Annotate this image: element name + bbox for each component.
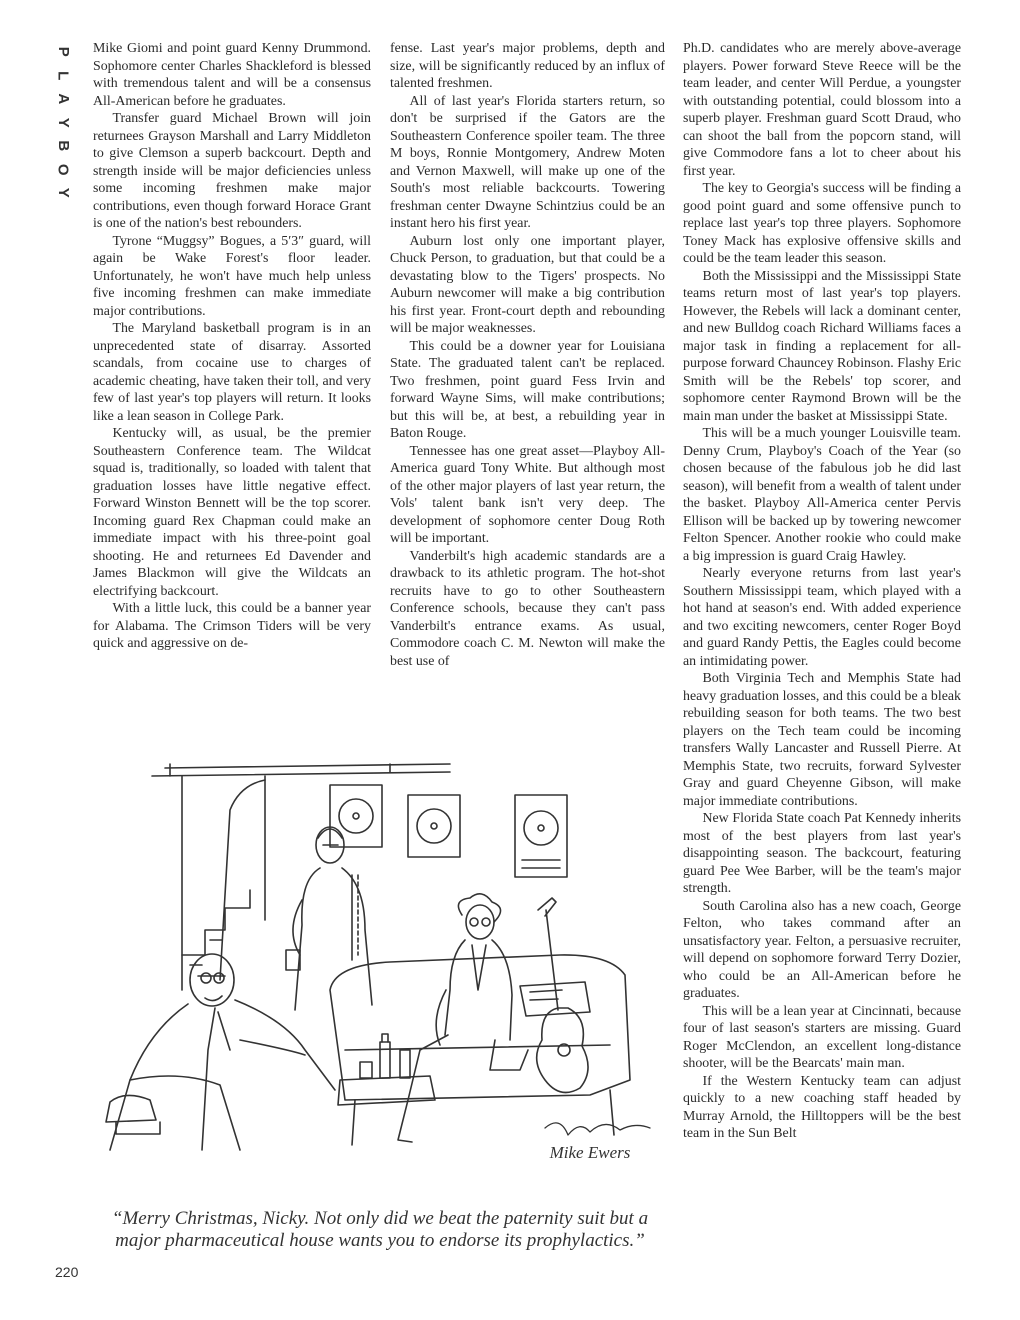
masthead-letter: P [54, 46, 72, 57]
article-paragraph: Auburn lost only one important player, Chuck Person, to graduation, but that could be a devastating blow to the Tigers' prospects. No Auburn newcomer will make a big contribution his first year. Front-court depth and rebounding will be major weaknesses. [390, 233, 665, 336]
article-paragraph: Mike Giomi and point guard Kenny Drummond. Sophomore center Charles Shackleford is blessed with tremendous talent and will be a consensus All-American before he graduates. [93, 41, 371, 109]
article-paragraph: Tyrone “Muggsy” Bogues, a 5′3″ guard, will again be Wake Forest's floor leader. Unfortunately, he won't have much help unless five incoming freshmen can make immediate major contributions. [93, 233, 371, 319]
article-paragraph: South Carolina also has a new coach, George Felton, who takes command after an unsatisfactory year. Felton, a persuasive recruiter, will depend on sophomore forward Terry Dozier, who could be an All-American before he graduates. [683, 898, 961, 1001]
article-paragraph: Ph.D. candidates who are merely above-average players. Power forward Steve Reece will be the team leader, and center Will Perdue, a youngster with outstanding potential, could blossom into a superb player. Freshman guard Scott Draud, who can shoot the ball from the popcorn stand, will give Commodore fans a lot to cheer about his first year. [683, 41, 961, 179]
article-paragraph: Tennessee has one great asset—Playboy All-America guard Tony White. But although most of the other major players of last year return, the Vols' talent bank isn't very deep. The development of sophomore center Doug Roth will be important. [390, 443, 665, 546]
article-paragraph: With a little luck, this could be a banner year for Alabama. The Crimson Tiders will be very quick and aggressive on de- [93, 601, 371, 651]
article-column-2 [390, 40, 665, 670]
article-column-3 [683, 40, 961, 1143]
cartoon-illustration [90, 750, 670, 1165]
article-paragraph: Nearly everyone returns from last year's Southern Mississippi team, which played with a hot hand at season's end. With added experience and two exciting newcomers, center Roger Boyd and guard Randy Pettis, the Eagles could become an intimidating power. [683, 566, 961, 669]
article-paragraph: This will be a lean year at Cincinnati, because four of last season's starters are missing. Guard Roger McClendon, an excellent long-distance shooter, will be the Bearcats' main man. [683, 1003, 961, 1071]
article-paragraph: The Maryland basketball program is in an unprecedented state of disarray. Assorted scandals, from cocaine use to charges of academic cheating, have taken their toll, and very few of last year's top players will return. It looks like a lean season in College Park. [93, 321, 371, 424]
masthead-letter: L [54, 70, 72, 80]
article-paragraph: This could be a downer year for Louisiana State. The graduated talent can't be replaced. Two freshmen, point guard Fess Irvin and forward Wayne Sims, will make contributions; but this will be, at best, a rebuilding year in Baton Rouge. [390, 338, 665, 441]
playboy-masthead [52, 40, 74, 205]
article-paragraph: Both the Mississippi and the Mississippi State teams return most of last year's top players. However, the Rebels will lack a dominant center, and new Bulldog coach Richard Williams faces a major task in finding a replacement for all-purpose forward Chauncey Robinson. Flashy Eric Smith will be the Rebels' top scorer, and sophomore center Raymond Brown will be the main man under the basket at Mississippi State. [683, 268, 961, 424]
article-paragraph: New Florida State coach Pat Kennedy inherits most of the best players from last year's disappointing season. The backcourt, featuring guard Pee Wee Barber, will be the team's major strength. [683, 811, 961, 896]
article-paragraph: Vanderbilt's high academic standards are a drawback to its athletic program. The hot-shot recruits have to go to other Southeastern Conference schools, because they can't pass Vanderbilt's entrance exams. As usual, Commodore coach C. M. Newton will make the best use of [390, 548, 665, 669]
article-paragraph: The key to Georgia's success will be finding a good point guard and some offensive punch to replace last year's top three players. Sophomore Toney Mack has explosive offensive skills and could be the team leader this season. [683, 181, 961, 266]
article-paragraph: Transfer guard Michael Brown will join returnees Grayson Marshall and Larry Middleton to give Clemson a superb backcourt. Depth and strength inside will be major deficiencies unless some incoming freshmen make major contributions, even though forward Horace Grant is one of the nation's best rebounders. [93, 111, 371, 231]
masthead-letter: B [54, 140, 72, 152]
article-paragraph: All of last year's Florida starters return, so don't be surprised if the Gators are the Southeastern Conference spoiler team. The three M boys, Ronnie Montgomery, Andrew Moten and Vernon Maxwell, will make up one of the South's most reliable backcourts. Towering freshman center Dwayne Schintzius could be an instant hero his first year. [390, 93, 665, 231]
masthead-letter: Y [54, 187, 72, 198]
masthead-letter: O [54, 163, 72, 176]
article-paragraph: If the Western Kentucky team can adjust quickly to a new coaching staff headed by Murray Arnold, the Hilltoppers will be the best team in the Sun Belt [683, 1073, 961, 1141]
article-paragraph: This will be a much younger Louisville team. Denny Crum, Playboy's Coach of the Year (so chosen because of the fabulous job he did last season), will benefit from a wealth of talent under the basket. Playboy All-America center Pervis Ellison will be backed up by towering newcomer Felton Spencer. Another rookie who could make a big impression is guard Craig Hawley. [683, 426, 961, 564]
article-paragraph: Kentucky will, as usual, be the premier Southeastern Conference team. The Wildcat squad is, traditionally, so loaded with talent that graduation losses have little negative effect. Forward Winston Bennett will be the top scorer. Incoming guard Rex Chapman could make an immediate impact with his three-point goal shooting. He and returnees Ed Davender and James Blackmon will give the Wildcats an electrifying backcourt. [93, 426, 371, 599]
masthead-letter: Y [54, 117, 72, 128]
article-column-1 [93, 40, 371, 653]
cartoonist-signature: Mike Ewers [549, 1143, 631, 1162]
cartoon-caption: “Merry Christmas, Nicky. Not only did we beat the paternity suit but a major pharmaceutical house wants you to endorse its prophylactics.” [111, 1208, 649, 1251]
page-number: 220 [55, 1264, 79, 1280]
masthead-letter: A [54, 93, 72, 105]
article-paragraph: Both Virginia Tech and Memphis State had heavy graduation losses, and this could be a bleak rebuilding season for both teams. The two best players on the Tech team could be incoming transfers Wally Lancaster and Russell Pierre. At Memphis State, two recruits, forward Sylvester Gray and guard Cheyenne Gibson, will make major immediate contributions. [683, 671, 961, 809]
article-paragraph: fense. Last year's major problems, depth and size, will be significantly reduced by an influx of talented freshmen. [390, 41, 665, 91]
